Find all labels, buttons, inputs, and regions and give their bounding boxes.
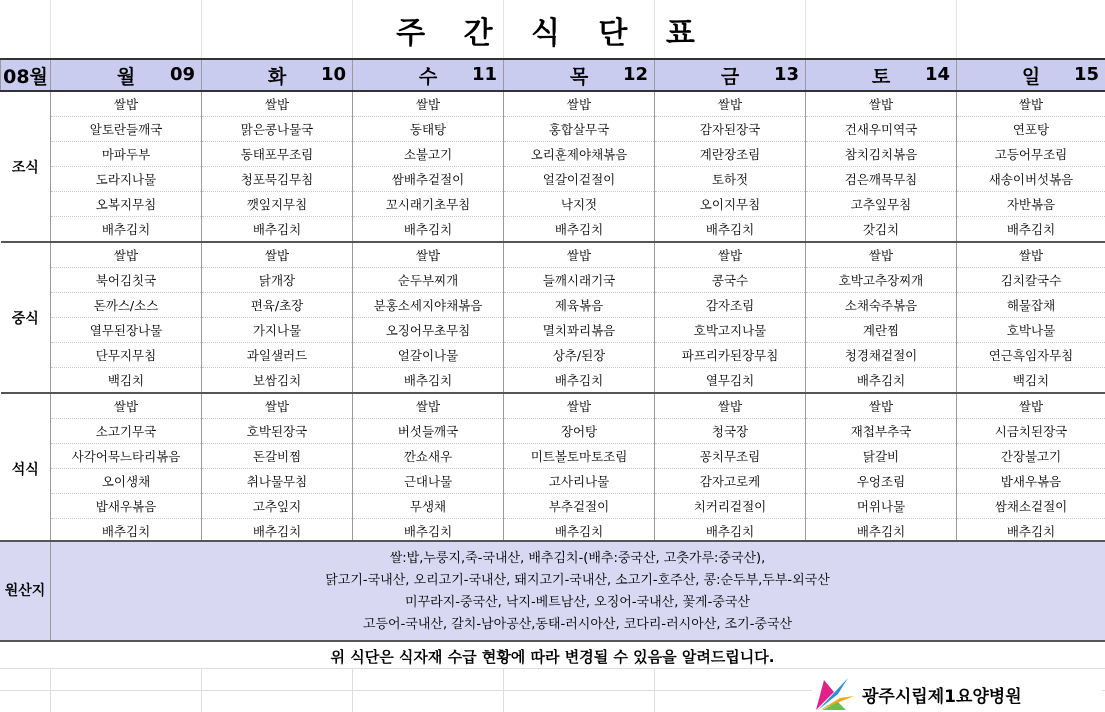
menu-item: 배추김치 [504, 519, 655, 545]
menu-item: 순두부찌개 [353, 268, 504, 293]
meal-label: 조식 [1, 91, 51, 242]
menu-item: 쌀밥 [202, 242, 353, 268]
menu-item: 배추김치 [202, 217, 353, 243]
menu-item: 감자고로케 [655, 469, 806, 494]
menu-item: 닭개장 [202, 268, 353, 293]
menu-item: 쌀밥 [51, 91, 202, 117]
menu-item: 해물잡채 [957, 293, 1105, 318]
menu-item: 소불고기 [353, 142, 504, 167]
menu-item: 청국장 [655, 419, 806, 444]
menu-item: 계란찜 [806, 318, 957, 343]
menu-item: 쌀밥 [957, 91, 1105, 117]
menu-item: 쌀밥 [655, 393, 806, 419]
menu-item: 돈갈비찜 [202, 444, 353, 469]
day-header-sat [806, 59, 957, 91]
day-name: 월 [116, 65, 136, 88]
menu-item: 장어탕 [504, 419, 655, 444]
menu-item: 쌀밥 [957, 393, 1105, 419]
menu-item: 소채숙주볶음 [806, 293, 957, 318]
day-header-mon [51, 59, 202, 91]
origin-line: 미꾸라지-중국산, 낙지-베트남산, 오징어-국내산, 꽃게-중국산 [405, 595, 750, 610]
meal-row [1, 91, 1105, 117]
menu-item: 분홍소세지야채볶음 [353, 293, 504, 318]
day-date: 15 [1073, 64, 1099, 85]
hospital-signature [812, 676, 1102, 712]
menu-item: 오이지무침 [655, 192, 806, 217]
menu-item: 깻잎지무침 [202, 192, 353, 217]
day-date: 12 [622, 64, 648, 85]
day-date: 10 [320, 64, 346, 85]
menu-item: 소고기무국 [51, 419, 202, 444]
menu-item: 열무된장나물 [51, 318, 202, 343]
menu-item: 동태포무조림 [202, 142, 353, 167]
menu-item: 파프리카된장무침 [655, 343, 806, 368]
menu-item: 가지나물 [202, 318, 353, 343]
month-cell: 08월 [1, 59, 51, 91]
menu-item: 마파두부 [51, 142, 202, 167]
menu-item: 쌀밥 [806, 91, 957, 117]
menu-item: 재첩부추국 [806, 419, 957, 444]
menu-item: 배추김치 [353, 519, 504, 545]
meal-row [1, 444, 1105, 469]
meal-label: 중식 [1, 242, 51, 393]
hospital-logo-icon [812, 676, 856, 712]
day-header-sun [957, 59, 1105, 91]
meal-row [1, 192, 1105, 217]
menu-item: 제육볶음 [504, 293, 655, 318]
menu-item: 동태탕 [353, 117, 504, 142]
menu-item: 쌀밥 [504, 91, 655, 117]
menu-item: 얼갈이나물 [353, 343, 504, 368]
menu-item: 고추잎무침 [806, 192, 957, 217]
menu-item: 콩국수 [655, 268, 806, 293]
meal-row [1, 167, 1105, 192]
menu-item: 오리훈제야채볶음 [504, 142, 655, 167]
menu-item: 꼬시래기초무침 [353, 192, 504, 217]
menu-item: 깐쇼새우 [353, 444, 504, 469]
origin-line: 닭고기-국내산, 오리고기-국내산, 돼지고기-국내산, 소고기-호주산, 콩:순두부,두부-외국산 [325, 573, 830, 588]
menu-item: 취나물무침 [202, 469, 353, 494]
menu-item: 우엉조림 [806, 469, 957, 494]
menu-item: 연근흑임자무침 [957, 343, 1105, 368]
origin-line: 고등어-국내산, 갈치-남아공산,동태-러시아산, 코다리-러시아산, 조기-중국산 [362, 617, 793, 632]
menu-item: 쌀밥 [655, 91, 806, 117]
origin-line: 쌀:밥,누룽지,죽-국내산, 배추김치-(배추:중국산, 고춧가루:중국산), [389, 551, 766, 566]
menu-item: 맑은콩나물국 [202, 117, 353, 142]
menu-item: 쌀밥 [655, 242, 806, 268]
menu-item: 배추김치 [655, 217, 806, 243]
meal-row [1, 393, 1105, 419]
menu-item: 사각어묵느타리볶음 [51, 444, 202, 469]
origin-lines [50, 548, 1105, 636]
menu-item: 편육/초장 [202, 293, 353, 318]
menu-item: 머위나물 [806, 494, 957, 519]
menu-item: 백김치 [51, 368, 202, 394]
menu-item: 배추김치 [806, 368, 957, 394]
menu-item: 호박고지나물 [655, 318, 806, 343]
menu-item: 치커리겉절이 [655, 494, 806, 519]
menu-item: 알토란들깨국 [51, 117, 202, 142]
menu-item: 배추김치 [51, 217, 202, 243]
menu-item: 호박고추장찌개 [806, 268, 957, 293]
menu-item: 배추김치 [51, 519, 202, 545]
menu-item: 버섯들깨국 [353, 419, 504, 444]
origin-section [0, 540, 1105, 642]
menu-item: 갓김치 [806, 217, 957, 243]
menu-item: 감자조림 [655, 293, 806, 318]
menu-item: 닭갈비 [806, 444, 957, 469]
day-date: 14 [924, 64, 950, 85]
meal-row [1, 242, 1105, 268]
day-name: 화 [267, 65, 287, 88]
menu-item: 배추김치 [504, 217, 655, 243]
menu-item: 밥새우볶음 [957, 469, 1105, 494]
notice-text: 위 식단은 식자재 수급 현황에 따라 변경될 수 있음을 알려드립니다. [330, 648, 775, 666]
menu-item: 오복지무침 [51, 192, 202, 217]
day-name: 토 [871, 65, 891, 88]
menu-item: 고등어무조림 [957, 142, 1105, 167]
meal-row [1, 419, 1105, 444]
menu-item: 청경채겉절이 [806, 343, 957, 368]
menu-item: 쌀밥 [504, 393, 655, 419]
menu-item: 쌀밥 [957, 242, 1105, 268]
menu-item: 얼갈이겉절이 [504, 167, 655, 192]
meal-row [1, 217, 1105, 243]
page-title: 주 간 식 단 표 [396, 16, 709, 51]
menu-item: 과일샐러드 [202, 343, 353, 368]
day-name: 수 [418, 65, 438, 88]
meal-label: 석식 [1, 393, 51, 544]
menu-item: 건새우미역국 [806, 117, 957, 142]
menu-item: 쌀밥 [51, 393, 202, 419]
menu-item: 배추김치 [655, 519, 806, 545]
menu-item: 자반볶음 [957, 192, 1105, 217]
menu-item: 오징어무초무침 [353, 318, 504, 343]
menu-item: 토하젓 [655, 167, 806, 192]
menu-item: 청포묵김무침 [202, 167, 353, 192]
day-date: 11 [471, 64, 497, 85]
day-header-tue [202, 59, 353, 91]
header-row [1, 59, 1105, 91]
menu-item: 쌀밥 [353, 91, 504, 117]
meal-row [1, 368, 1105, 394]
menu-item: 배추김치 [504, 368, 655, 394]
menu-item: 시금치된장국 [957, 419, 1105, 444]
menu-item: 쌀밥 [202, 393, 353, 419]
menu-item: 고사리나물 [504, 469, 655, 494]
day-name: 목 [569, 65, 589, 88]
menu-item: 배추김치 [806, 519, 957, 545]
day-header-thu [504, 59, 655, 91]
menu-item: 멸치꽈리볶음 [504, 318, 655, 343]
menu-item: 쌈배추겉절이 [353, 167, 504, 192]
menu-item: 배추김치 [202, 519, 353, 545]
menu-item: 호박된장국 [202, 419, 353, 444]
menu-item: 새송이버섯볶음 [957, 167, 1105, 192]
menu-item: 배추김치 [957, 519, 1105, 545]
menu-item: 간장불고기 [957, 444, 1105, 469]
day-header-wed [353, 59, 504, 91]
menu-item: 쌀밥 [353, 393, 504, 419]
menu-item: 쌀밥 [353, 242, 504, 268]
menu-item: 쌀밥 [51, 242, 202, 268]
meal-row [1, 117, 1105, 142]
menu-item: 쌀밥 [202, 91, 353, 117]
menu-item: 김치칼국수 [957, 268, 1105, 293]
menu-item: 홍합살무국 [504, 117, 655, 142]
meal-row [1, 469, 1105, 494]
menu-item: 쌀밥 [504, 242, 655, 268]
menu-item: 쌈채소겉절이 [957, 494, 1105, 519]
menu-item: 들깨시래기국 [504, 268, 655, 293]
menu-item: 호박나물 [957, 318, 1105, 343]
menu-item: 도라지나물 [51, 167, 202, 192]
day-date: 09 [169, 64, 195, 85]
menu-item: 미트볼토마토조림 [504, 444, 655, 469]
menu-item: 근대나물 [353, 469, 504, 494]
menu-item: 배추김치 [353, 368, 504, 394]
meal-row [1, 318, 1105, 343]
menu-item: 북어김칫국 [51, 268, 202, 293]
menu-item: 보쌈김치 [202, 368, 353, 394]
menu-item: 감자된장국 [655, 117, 806, 142]
day-name: 금 [720, 65, 740, 88]
origin-label: 원산지 [0, 542, 51, 640]
meal-row [1, 293, 1105, 318]
menu-item: 열무김치 [655, 368, 806, 394]
menu-item: 쌀밥 [806, 393, 957, 419]
menu-item: 밥새우볶음 [51, 494, 202, 519]
menu-item: 배추김치 [957, 217, 1105, 243]
meal-row [1, 343, 1105, 368]
menu-item: 오이생채 [51, 469, 202, 494]
menu-item: 고추잎지 [202, 494, 353, 519]
day-header-fri [655, 59, 806, 91]
menu-item: 상추/된장 [504, 343, 655, 368]
menu-item: 배추김치 [353, 217, 504, 243]
weekly-menu-table [0, 58, 1105, 545]
meal-row [1, 142, 1105, 167]
menu-item: 검은깨묵무침 [806, 167, 957, 192]
day-name: 일 [1021, 65, 1041, 88]
meal-row [1, 268, 1105, 293]
menu-item: 단무지무침 [51, 343, 202, 368]
menu-item: 연포탕 [957, 117, 1105, 142]
meal-row [1, 494, 1105, 519]
menu-item: 꽁치무조림 [655, 444, 806, 469]
menu-item: 돈까스/소스 [51, 293, 202, 318]
menu-item: 쌀밥 [806, 242, 957, 268]
day-date: 13 [773, 64, 799, 85]
menu-item: 참치김치볶음 [806, 142, 957, 167]
menu-item: 무생채 [353, 494, 504, 519]
hospital-name: 광주시립제1요양병원 [862, 686, 1022, 707]
menu-item: 백김치 [957, 368, 1105, 394]
menu-item: 낙지젓 [504, 192, 655, 217]
menu-item: 부추겉절이 [504, 494, 655, 519]
menu-item: 계란장조림 [655, 142, 806, 167]
